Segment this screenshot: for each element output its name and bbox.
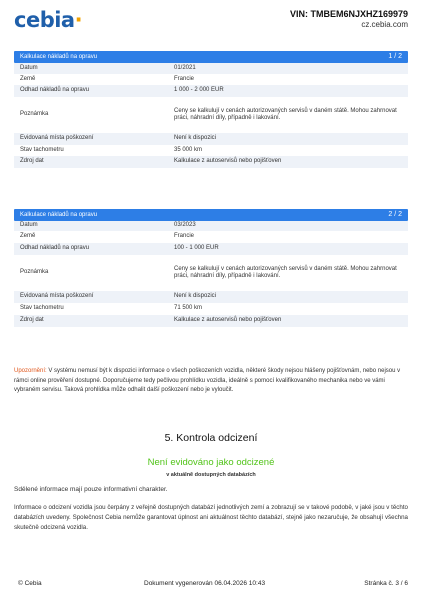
row-value: 01/2021 (168, 63, 408, 74)
table-row (14, 221, 408, 231)
footer-page-number: Stránka č. 3 / 6 (364, 580, 408, 587)
table-row (14, 97, 408, 133)
row-label: Stav tachometru (20, 146, 64, 153)
row-label: Poznámka (20, 111, 49, 118)
row-value: 100 - 1 000 EUR (168, 243, 408, 255)
warning-lead: Upozornění: (14, 368, 47, 374)
row-value: Francie (174, 233, 195, 240)
table-row (14, 243, 408, 255)
card-header (14, 51, 408, 63)
table-row (14, 255, 408, 291)
logo-dot: · (74, 8, 83, 32)
vin-number: VIN: TMBEM6NJXHZ169979 (289, 9, 408, 19)
row-value: Kalkulace z autoservisů nebo pojišťoven (168, 315, 408, 327)
damage-warning (14, 367, 408, 396)
row-value: Není k dispozici (168, 133, 408, 145)
row-value: Ceny se kalkulují v cenách autorizovaných servisů v daném státě. Mohou zahrnovat práci, náhradní díly, případně i lakování. (174, 265, 397, 279)
table-row (14, 303, 408, 315)
row-value: 71 500 km (174, 305, 203, 312)
info-disclaimer: Sdělené informace mají pouze informativní charakter. (14, 486, 168, 493)
card-header (14, 209, 408, 221)
row-label: Zdroj dat (14, 156, 168, 168)
row-label: Evidovaná místa poškození (14, 133, 168, 145)
page-header (14, 8, 408, 32)
theft-status: Není evidováno jako odcizené (147, 457, 275, 468)
theft-substatus: v aktuálně dostupných databázích (166, 472, 256, 478)
row-label: Země (20, 233, 36, 240)
footer-generated: Dokument vygenerován 06.04.2026 10:43 (144, 580, 266, 587)
table-row (14, 133, 408, 145)
row-label: Datum (14, 63, 168, 74)
page-footer (14, 580, 408, 590)
card-page-indicator: 2 / 2 (388, 211, 402, 218)
row-label: Poznámka (20, 269, 49, 276)
table-row (14, 231, 408, 243)
table-row (14, 291, 408, 303)
row-value: 35 000 km (174, 146, 203, 153)
row-label: Evidovaná místa poškození (14, 291, 168, 303)
table-row (14, 145, 408, 156)
row-value: Kalkulace z autoservisů nebo pojišťoven (168, 156, 408, 168)
section-title: 5. Kontrola odcizení (164, 432, 258, 444)
row-label: Zdroj dat (14, 315, 168, 327)
repair-cost-card-1 (14, 51, 408, 168)
table-row (14, 315, 408, 327)
warning-text: V systému nemusí být k dispozici informace o všech poškozeních vozidla, některé škody nejsou hlášeny pojišťovnám, nebo nejsou v rámci online prověření dostupné. Doporučujeme tedy pečlivou prohlídku vozidla, ideálně s pomocí kvalifikovaného mechanika nebo ve vámi vybraném servisu. Taková prohlídka může odhalit další poškození nebo je vyloučit. (14, 368, 401, 393)
row-value: 03/2023 (168, 221, 408, 231)
details-table (14, 63, 408, 168)
row-value: Francie (174, 75, 195, 82)
card-title: Kalkulace nákladů na opravu (20, 212, 98, 218)
repair-cost-card-2 (14, 209, 408, 327)
details-table (14, 221, 408, 327)
row-value: Ceny se kalkulují v cenách autorizovaných servisů v daném státě. Mohou zahrnovat práci, náhradní díly, případně i lakování. (174, 107, 397, 121)
cebia-logo: cebia· (14, 8, 83, 32)
card-title: Kalkulace nákladů na opravu (20, 54, 98, 60)
table-row (14, 85, 408, 97)
row-label: Země (20, 75, 36, 82)
row-label: Odhad nákladů na opravu (14, 85, 168, 97)
table-row (14, 74, 408, 85)
table-row (14, 63, 408, 74)
row-label: Datum (14, 221, 168, 231)
table-row (14, 156, 408, 168)
row-value: 1 000 - 2 000 EUR (168, 85, 408, 97)
theft-info-paragraph: Informace o odcizení vozidla jsou čerpány z veřejně dostupných databází jednotlivých zemí a zobrazují se v takové podobě, v jaké jsou v těchto databázích uvedeny. Společnost Cebia nemůže garantovat úplnost ani aktuálnost těchto databází, stejně jako nezaručuje, že obsahují všechna skutečně odcizená vozidla. (14, 504, 408, 531)
row-value: Není k dispozici (168, 291, 408, 303)
row-label: Stav tachometru (20, 305, 64, 312)
footer-copyright: © Cebia (18, 580, 42, 587)
card-page-indicator: 1 / 2 (388, 53, 402, 60)
site-url: cz.cebia.com (361, 20, 408, 29)
row-label: Odhad nákladů na opravu (14, 243, 168, 255)
